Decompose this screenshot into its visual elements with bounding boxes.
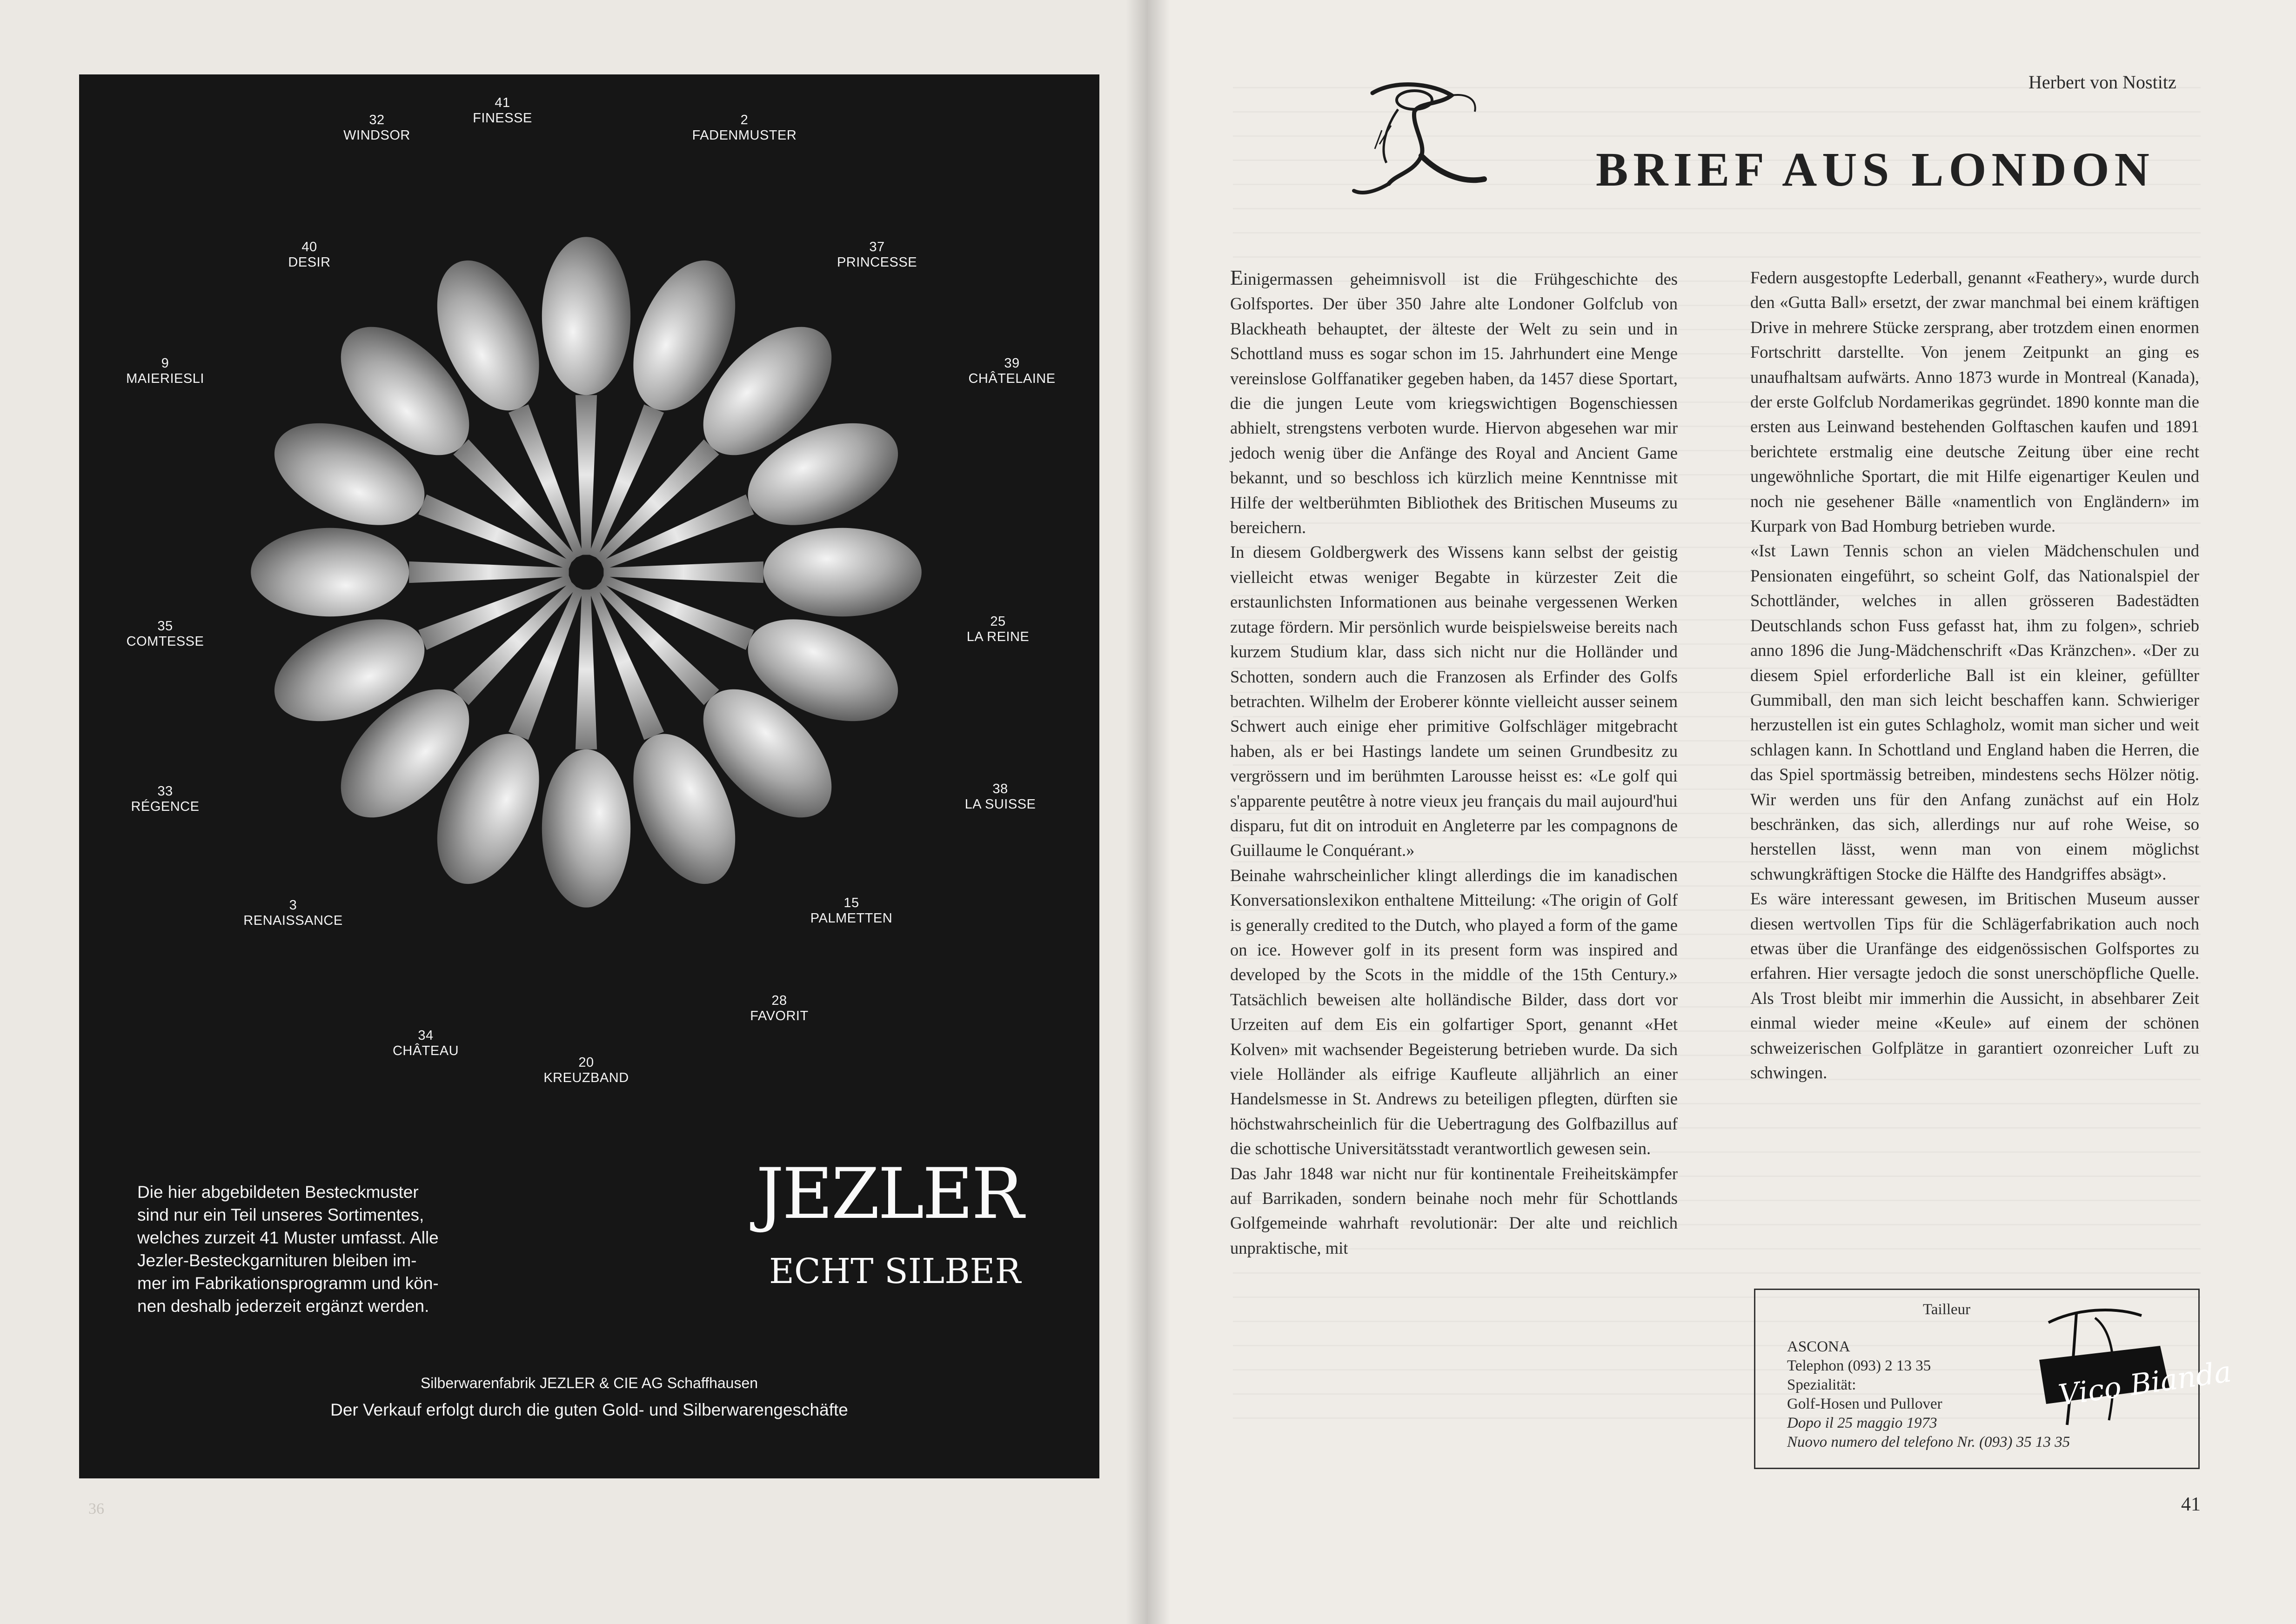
spoon-handle bbox=[576, 395, 597, 555]
logo-echt-silber-text: ECHT SILBER bbox=[769, 1251, 1021, 1291]
spoon-label-palmetten: 15 PALMETTEN bbox=[810, 896, 893, 926]
box-new-number: Nuovo numero del telefono Nr. (093) 35 13 35 bbox=[1787, 1434, 2070, 1450]
vico-bianda-logo bbox=[2021, 1304, 2234, 1444]
jezler-logo bbox=[756, 1154, 1058, 1321]
spoon-label-chateau: 34 CHÂTEAU bbox=[392, 1028, 459, 1058]
box-tailleur-label: Tailleur bbox=[1923, 1301, 1971, 1318]
ad-description: Die hier abgebildeten Besteckmuster sind nur ein Teil unseres Sortimentes, welches zurzeit 41 Muster umfasst. Alle Jezler-Besteckgarnituren bleiben im- mer im Fabrikationsprogramm und kön- nen deshalb jederzeit ergänzt werden. bbox=[137, 1183, 439, 1316]
ad-company-line: Silberwarenfabrik JEZLER & CIE AG Schaffhausen bbox=[420, 1375, 758, 1391]
paragraph bbox=[1230, 265, 1678, 540]
spoon-label-fadenmuster: 2 FADENMUSTER bbox=[692, 113, 797, 143]
spoon-bowl bbox=[542, 237, 630, 395]
paragraph: «Ist Lawn Tennis schon an vielen Mädchenschulen und Pensionaten eingeführt, so scheint Golf, das Nationalspiel der Schottländer, welches in allen grösseren Badestädten Deutschlands schon Fuss gefasst hat, ihm zu folgen», schrieb anno 1896 die Jung-Mädchenschrift «Das Kränzchen». «Der zu diesem Spiel erforderliche Ball ist ein kleiner, gefüllter Gummiball, den man sich leicht beschaffen kann. Schwieriger herzustellen ist ein gutes Schlagholz, womit man sicher und weit schlagen kann. In Schottland und England haben die Herren, die das Spiel sportmässig betreiben, mindestens sechs Hölzer nötig. Wir werden uns für den Anfang zunächst auf ein Holz beschränken, das sich, allerdings nur auf rohe Weise, so herstellen lässt, wenn man von einem möglichst schwungkräftigen Stocke die Hälfte des Handgriffes absägt». bbox=[1750, 541, 2199, 883]
spoon-label-kreuzband: 20 KREUZBAND bbox=[543, 1055, 629, 1085]
left-page-number: 36 bbox=[88, 1500, 104, 1517]
drop-cap: E bbox=[1230, 266, 1244, 289]
box-phone: Telephon (093) 2 13 35 bbox=[1787, 1357, 1931, 1374]
spoon-label-desir: 40 DESIR bbox=[288, 240, 331, 270]
box-city: ASCONA bbox=[1787, 1338, 1850, 1355]
spoon-bowl bbox=[251, 528, 409, 616]
spoon-label-la-reine: 25 LA REINE bbox=[966, 614, 1030, 644]
spoon-label-windsor: 32 WINDSOR bbox=[343, 113, 410, 143]
article-column-2 bbox=[1750, 265, 2199, 1085]
spoon-wheel-group bbox=[251, 237, 922, 908]
logo-jezler-text: JEZLER bbox=[756, 1154, 1022, 1235]
spoon-label-favorit: 28 FAVORIT bbox=[750, 993, 809, 1023]
logo-text: Vico Bianda bbox=[2056, 1354, 2234, 1412]
paragraph: Beinahe wahrscheinlicher klingt allerdings die im kanadischen Konversationslexikon enthaltene Mitteilung: «The origin of Golf is generally credited to the Dutch, who played a form of the game on ice. However golf in its present form was inspired and developed by the Scots in the middle of the 15th Century.» Tatsächlich beweisen alte holländische Bilder, dass dort vor Urzeiten auf dem Eis ein golfartiger Sport, genannt «Het Kolven» mit wachsender Begeisterung betrieben wurde. Da sich viele Holländer als eifrige Kaufleute alljährlich an einer Handelsmesse in St. Andrews zu beteiligen pflegten, dürften sie höchstwahrscheinlich für die Uebertragung des Golfbazillus auf die schottische Universitätsstadt verantwortlich gewesen sein. bbox=[1230, 865, 1678, 1158]
spoon-label-comtesse: 35 COMTESSE bbox=[126, 619, 204, 649]
ad-sale-line: Der Verkauf erfolgt durch die guten Gold- und Silberwarengeschäfte bbox=[330, 1400, 848, 1419]
spoon-label-maieriesli: 9 MAIERIESLI bbox=[126, 356, 204, 386]
page-gutter bbox=[1126, 0, 1170, 1624]
tailor-advertisement-box bbox=[1754, 1289, 2234, 1469]
paragraph-text: inigermassen geheimnisvoll ist die Frühgeschichte des Golfsportes. Der über 350 Jahre alte Londoner Golfclub von Blackheath behauptet, der älteste der Welt zu sein und in Schottland muss es sogar schon im 15. Jahrhundert eine Menge vereinslose Golffanatiker gegeben haben, da 1457 diese Sportart, die die jungen Leute vom kriegswichtigen Bogenschiessen abhielt, strengstens verboten wurde. Hiervon abgesehen war mir jedoch wenig über die Anfänge des Royal and Ancient Game bekannt, und so beschloss ich kürzlich meine Kenntnisse mit Hilfe der weltberühmten Bibliothek des Britischen Museums zu bereichern. bbox=[1230, 269, 1678, 537]
article-column-1 bbox=[1230, 265, 1678, 1260]
spoon-handle bbox=[576, 589, 597, 749]
paragraph: Das Jahr 1848 war nicht nur für kontinentale Freiheitskämpfer auf Barrikaden, sondern beinahe noch mehr für Schottlands Golfgemeinde wahrhaft revolutionär: Der alte und reichlich unpraktische, mit bbox=[1230, 1163, 1678, 1257]
article-author: Herbert von Nostitz bbox=[2028, 72, 2176, 93]
paragraph: In diesem Goldbergwerk des Wissens kann selbst der geistig vielleicht etwas weniger Begabte in kürzester Zeit die erstaunlichsten Informationen aus beinahe vergessenen Werken zutage fördern. Mir persönlich wurde beispielsweise bereits nach kurzem Studium klar, dass sich nicht nur die Holländer und Schotten, sondern auch die Franzosen als Erfinder des Golfs betrachten. Wilhelm der Eroberer könnte vielleicht ausser seinem Schwert auch einige eher primitive Golfschläger mitgebracht haben, als er bei Hastings landete um seinen Grundbesitz zu vergrössern und im berühmten Larousse heisst es: «Le golf qui s'apparente peutêtre à notre vieux jeu français du mail aujourd'hui disparu, fut dit on introduit en Angleterre par les compagnons de Guillaume le Conquérant.» bbox=[1230, 542, 1678, 860]
paragraph: Es wäre interessant gewesen, im Britischen Museum ausser diesen wertvollen Tips für die Schlägerfabrikation auch noch etwas über die Uranfänge des eidgenössischen Golfsportes zu erfahren. Hier versagte jedoch die sonst unerschöpfliche Quelle. Als Trost bleibt mir immerhin die Aussicht, in absehbarer Zeit einmal wieder meine «Keule» auf einem der schönen schweizerischen Golfplätze in garantiert ozonreicher Luft zu schwingen. bbox=[1750, 889, 2199, 1082]
spoon-label-chatelaine: 39 CHÂTELAINE bbox=[968, 356, 1056, 386]
spoon-bowl bbox=[763, 528, 922, 616]
spoon-handle bbox=[603, 561, 763, 583]
box-special-label: Spezialität: bbox=[1787, 1377, 1856, 1393]
golfer-illustration bbox=[1345, 74, 1493, 214]
spoon-bowl bbox=[542, 749, 630, 908]
spoon-label-renaissance: 3 RENAISSANCE bbox=[243, 898, 343, 928]
right-page-number: 41 bbox=[2181, 1494, 2201, 1515]
spoon-label-regence: 33 RÉGENCE bbox=[131, 784, 200, 814]
spoon-label-finesse: 41 FINESSE bbox=[473, 95, 532, 126]
jezler-advertisement bbox=[79, 74, 1099, 1478]
article-headline: BRIEF AUS LONDON bbox=[1596, 143, 2155, 196]
box-special: Golf-Hosen und Pullover bbox=[1787, 1396, 1942, 1412]
spoon-label-princesse: 37 PRINCESSE bbox=[837, 240, 917, 270]
spoon-label-la-suisse: 38 LA SUISSE bbox=[964, 782, 1036, 812]
paragraph: Federn ausgestopfte Lederball, genannt «Feathery», wurde durch den «Gutta Ball» ersetzt, der zwar manchmal bei einem kräftigen Drive in mehrere Stücke zersprang, aber trotzdem einen enormen Fortschritt darstellte. Von jenem Zeitpunkt an ging es unaufhaltsam aufwärts. Anno 1873 wurde in Montreal (Kanada), der erste Golfclub Nordamerikas gegründet. 1890 konnte man die ersten aus Leinwand bestehenden Golftaschen kaufen und 1891 berichtete erstmalig eine deutsche Zeitung über eine recht ungewöhnliche Sportart, die mit Hilfe eigenartiger Keulen und noch nie gesehener Bälle «namentlich von Engländern» im Kurpark von Bad Homburg betrieben wurde. bbox=[1750, 268, 2199, 536]
box-date-note: Dopo il 25 maggio 1973 bbox=[1787, 1415, 1937, 1431]
spoon-handle bbox=[409, 561, 569, 583]
